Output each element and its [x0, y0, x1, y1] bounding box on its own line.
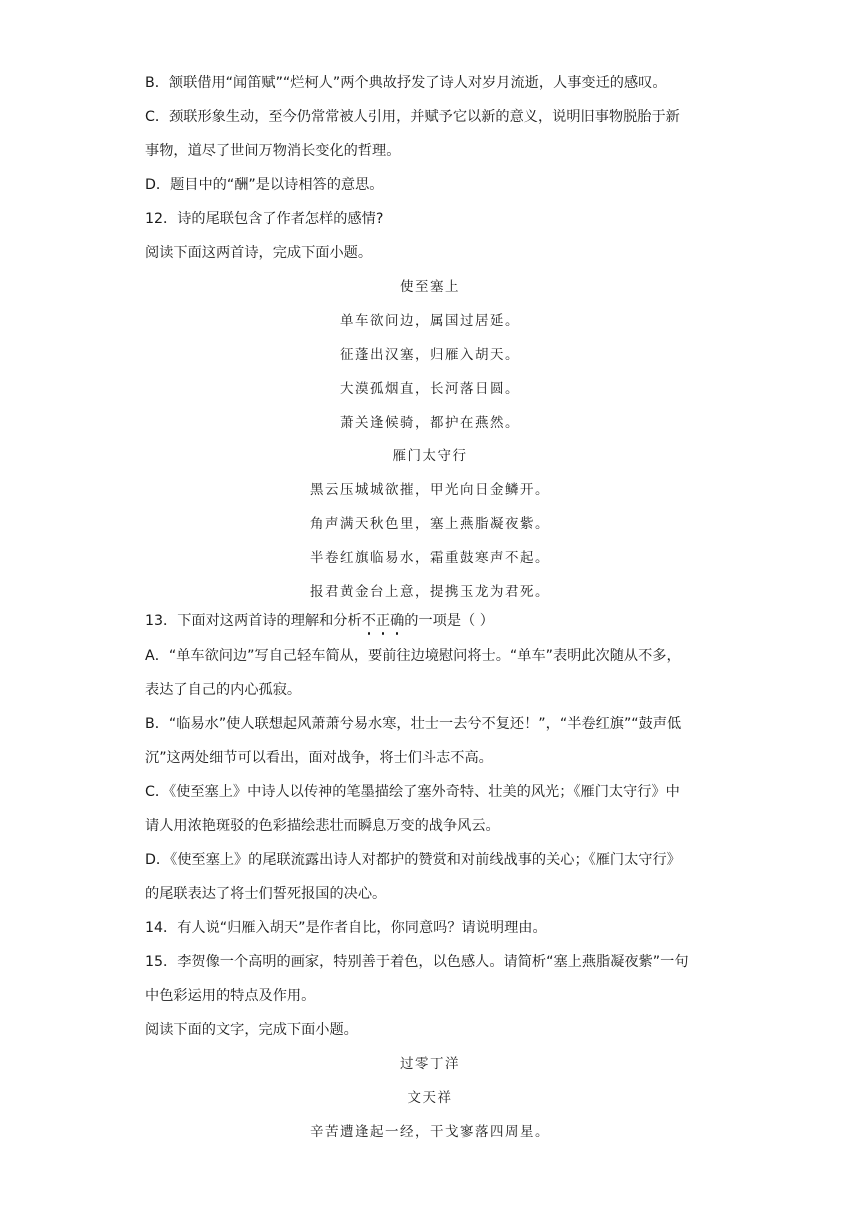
poem2-title: 雁门太守行 — [392, 448, 468, 464]
q13-option-b-line1: B．“临易水”使人联想起风萧萧兮易水寒，壮士一去兮不复还！”，“半卷红旗”“鼓声低 — [145, 716, 682, 732]
emphasis-dots — [362, 632, 405, 636]
poem1-line: 单车欲问边，属国过居延。 — [340, 313, 520, 329]
poem3-title: 过零丁洋 — [400, 1056, 460, 1072]
q13-option-c-line1: C．《使至塞上》中诗人以传神的笔墨描绘了塞外奇特、壮美的风光；《雁门太守行》中 — [145, 784, 680, 800]
q11-option-c-line1: C．颈联形象生动，至今仍常常被人引用，并赋予它以新的意义，说明旧事物脱胎于新 — [145, 109, 680, 125]
question-15-line2: 中色彩运用的特点及作用。 — [145, 988, 316, 1004]
poem2-line: 黑云压城城欲摧，甲光向日金鳞开。 — [310, 482, 550, 498]
q13-emphasis: 不正确 — [362, 611, 405, 631]
q11-option-c-line2: 事物，道尽了世间万物消长变化的哲理。 — [145, 143, 401, 159]
q11-option-b: B．颔联借用“闻笛赋”“烂柯人”两个典故抒发了诗人对岁月流逝，人事变迁的感叹。 — [145, 75, 667, 91]
poem1-line: 征蓬出汉塞，归雁入胡天。 — [340, 347, 520, 363]
q13-option-d-line2: 的尾联表达了将士们誓死报国的决心。 — [145, 886, 387, 902]
poem1-title: 使至塞上 — [400, 279, 460, 295]
question-15-line1: 15．李贺像一个高明的画家，特别善于着色，以色感人。请简析“塞上燕脂凝夜紫”一句 — [145, 954, 689, 970]
poem1-line: 萧关逢候骑，都护在燕然。 — [340, 415, 520, 431]
q13-option-a-line2: 表达了自己的内心孤寂。 — [145, 682, 302, 698]
poem3-line: 辛苦遭逢起一经，干戈寥落四周星。 — [310, 1124, 550, 1140]
poem3-author: 文天祥 — [407, 1090, 453, 1106]
reading-instruction-1: 阅读下面这两首诗，完成下面小题。 — [145, 245, 373, 261]
poem1-line: 大漠孤烟直，长河落日圆。 — [340, 381, 520, 397]
q13-option-b-line2: 沉”这两处细节可以看出，面对战争，将士们斗志不高。 — [145, 750, 493, 766]
q13-option-d-line1: D．《使至塞上》的尾联流露出诗人对都护的赞赏和对前线战事的关心；《雁门太守行》 — [145, 852, 681, 868]
q11-option-d: D．题目中的“酬”是以诗相答的意思。 — [145, 177, 384, 193]
reading-instruction-2: 阅读下面的文字，完成下面小题。 — [145, 1022, 358, 1038]
question-13 — [145, 611, 720, 631]
poem2-line: 报君黄金台上意，提携玉龙为君死。 — [310, 584, 550, 600]
poem2-line: 半卷红旗临易水，霜重鼓寒声不起。 — [310, 550, 550, 566]
question-12: 12．诗的尾联包含了作者怎样的感情? — [145, 211, 384, 227]
poem2-line: 角声满天秋色里，塞上燕脂凝夜紫。 — [310, 516, 550, 532]
q13-option-c-line2: 请人用浓艳斑驳的色彩描绘悲壮而瞬息万变的战争风云。 — [145, 818, 500, 834]
q13-prefix: 13．下面对这两首诗的理解和分析 — [145, 613, 362, 629]
question-14: 14．有人说“归雁入胡天”是作者自比，你同意吗？请说明理由。 — [145, 920, 547, 936]
q13-option-a-line1: A．“单车欲问边”写自己轻车简从，要前往边境慰问将士。“单车”表明此次随从不多， — [145, 648, 681, 664]
q13-suffix: 的一项是（ ） — [404, 613, 494, 629]
